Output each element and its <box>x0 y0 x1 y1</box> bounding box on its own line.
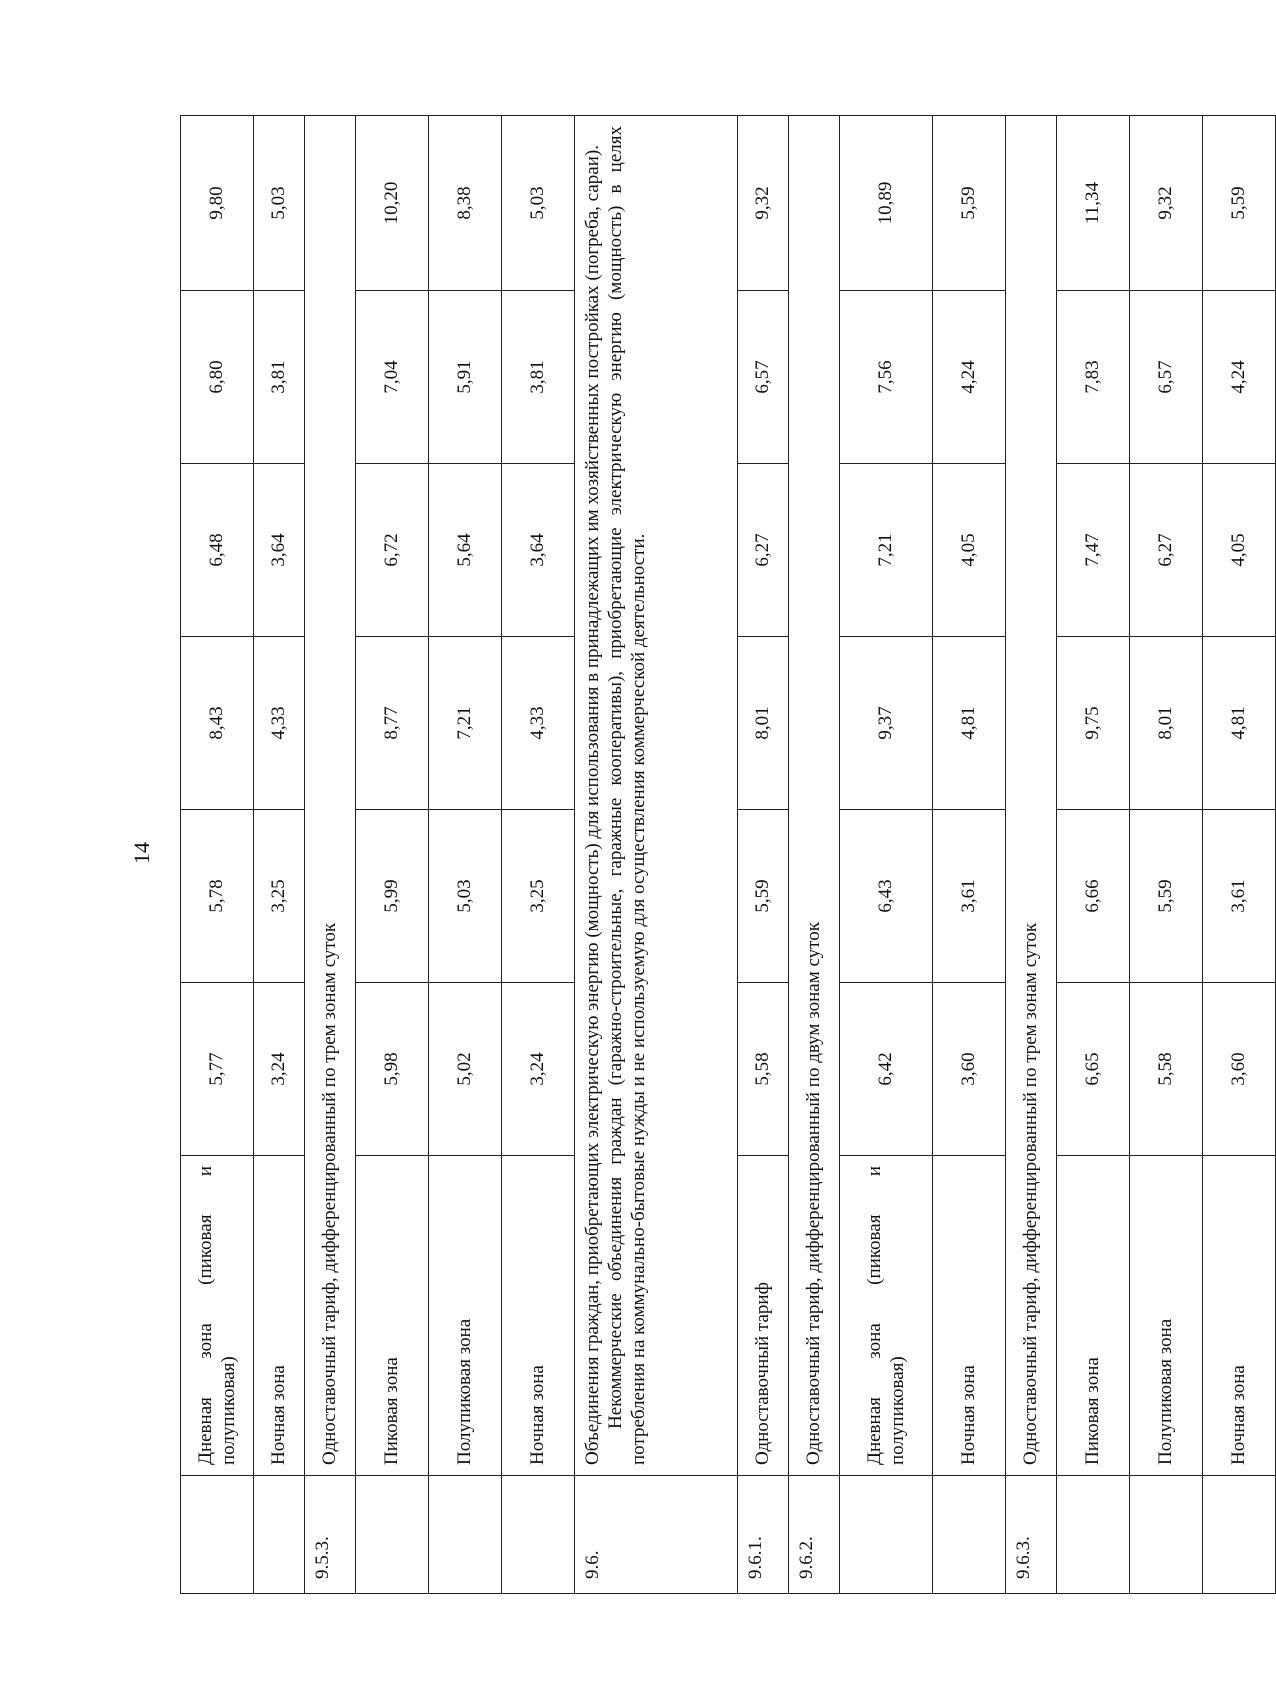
row-number <box>429 1476 502 1594</box>
tariff-value: 3,25 <box>502 810 575 983</box>
tariff-value: 4,33 <box>254 637 305 810</box>
row-name: Пиковая зона <box>1057 1156 1130 1476</box>
table-row <box>1130 116 1203 1594</box>
tariff-value: 8,38 <box>429 116 502 291</box>
tariff-value: 9,32 <box>1130 116 1203 291</box>
row-number <box>502 1476 575 1594</box>
tariff-value: 7,04 <box>356 291 429 464</box>
subsection-title: Одноставочный тариф, дифференцированный по трем зонам суток <box>305 116 356 1476</box>
tariff-value: 5,03 <box>502 116 575 291</box>
table-row <box>1006 116 1057 1594</box>
row-name: Ночная зона <box>502 1156 575 1476</box>
table-row <box>789 116 840 1594</box>
tariff-value: 4,81 <box>933 637 1006 810</box>
tariff-value: 5,78 <box>181 810 254 983</box>
tariff-value: 3,61 <box>933 810 1006 983</box>
row-name: Пиковая зона <box>356 1156 429 1476</box>
tariff-value: 5,91 <box>429 291 502 464</box>
page-number: 14 <box>129 842 154 864</box>
tariff-table <box>180 115 1276 1594</box>
row-number <box>254 1476 305 1594</box>
tariff-value: 5,02 <box>429 983 502 1156</box>
tariff-value: 10,89 <box>840 116 933 291</box>
row-number <box>933 1476 1006 1594</box>
row-name: Ночная зона <box>254 1156 305 1476</box>
tariff-value: 5,59 <box>738 810 789 983</box>
row-number: 9.6. <box>575 1476 738 1594</box>
tariff-value: 4,24 <box>933 291 1006 464</box>
tariff-value: 3,24 <box>254 983 305 1156</box>
tariff-value: 7,47 <box>1057 464 1130 637</box>
table-row <box>181 116 254 1594</box>
tariff-value: 5,59 <box>933 116 1006 291</box>
row-number <box>1203 1476 1276 1594</box>
tariff-value: 6,43 <box>840 810 933 983</box>
table-row <box>575 116 738 1594</box>
table-row <box>429 116 502 1594</box>
tariff-value: 4,05 <box>933 464 1006 637</box>
tariff-value: 4,33 <box>502 637 575 810</box>
table-row <box>502 116 575 1594</box>
tariff-value: 7,83 <box>1057 291 1130 464</box>
tariff-value: 5,58 <box>738 983 789 1156</box>
rotated-table-wrapper <box>180 116 1250 1594</box>
tariff-value: 3,81 <box>254 291 305 464</box>
tariff-value: 7,21 <box>840 464 933 637</box>
tariff-table-body <box>181 116 1276 1594</box>
tariff-value: 5,59 <box>1130 810 1203 983</box>
row-number <box>840 1476 933 1594</box>
tariff-value: 6,65 <box>1057 983 1130 1156</box>
tariff-value: 5,77 <box>181 983 254 1156</box>
tariff-value: 8,01 <box>738 637 789 810</box>
row-number: 9.6.1. <box>738 1476 789 1594</box>
tariff-value: 4,81 <box>1203 637 1276 810</box>
tariff-value: 5,03 <box>254 116 305 291</box>
tariff-value: 8,77 <box>356 637 429 810</box>
row-number <box>1130 1476 1203 1594</box>
row-number: 9.6.2. <box>789 1476 840 1594</box>
tariff-value: 7,56 <box>840 291 933 464</box>
tariff-value: 3,64 <box>502 464 575 637</box>
row-name: Дневная зона (пиковая и полупиковая) <box>181 1156 254 1476</box>
tariff-value: 5,59 <box>1203 116 1276 291</box>
tariff-value: 6,27 <box>1130 464 1203 637</box>
tariff-value: 9,75 <box>1057 637 1130 810</box>
tariff-value: 5,58 <box>1130 983 1203 1156</box>
tariff-value: 8,43 <box>181 637 254 810</box>
row-number: 9.5.3. <box>305 1476 356 1594</box>
tariff-value: 4,24 <box>1203 291 1276 464</box>
table-row <box>933 116 1006 1594</box>
section-paragraph: Объединения граждан, приобретающих электрическую энергию (мощность) для использования в принадлежащих им хозяйственных постройках (погреба, сараи). <box>582 145 603 1465</box>
row-number <box>1057 1476 1130 1594</box>
tariff-value: 6,48 <box>181 464 254 637</box>
tariff-value: 4,05 <box>1203 464 1276 637</box>
table-row <box>1057 116 1130 1594</box>
row-name: Ночная зона <box>1203 1156 1276 1476</box>
tariff-value: 3,25 <box>254 810 305 983</box>
subsection-title: Одноставочный тариф, дифференцированный по двум зонам суток <box>789 116 840 1476</box>
subsection-title: Одноставочный тариф, дифференцированный по трем зонам суток <box>1006 116 1057 1476</box>
row-name: Ночная зона <box>933 1156 1006 1476</box>
section-paragraph: Некоммерческие объединения граждан (гаражно-строительные, гаражные кооперативы), приобретающие электрическую энергию (мощность) в целях потребления на коммунально-бытовые нужды и не используемую для осуществления коммерческой деятельности. <box>605 126 650 1465</box>
tariff-value: 5,03 <box>429 810 502 983</box>
tariff-value: 5,98 <box>356 983 429 1156</box>
row-number <box>356 1476 429 1594</box>
tariff-value: 9,80 <box>181 116 254 291</box>
table-row <box>840 116 933 1594</box>
tariff-value: 6,57 <box>738 291 789 464</box>
row-name: Одноставочный тариф <box>738 1156 789 1476</box>
table-row <box>1203 116 1276 1594</box>
tariff-value: 10,20 <box>356 116 429 291</box>
table-row <box>738 116 789 1594</box>
tariff-value: 3,60 <box>933 983 1006 1156</box>
tariff-value: 6,57 <box>1130 291 1203 464</box>
row-number: 9.6.3. <box>1006 1476 1057 1594</box>
tariff-value: 6,72 <box>356 464 429 637</box>
tariff-value: 9,37 <box>840 637 933 810</box>
tariff-value: 6,66 <box>1057 810 1130 983</box>
tariff-value: 11,34 <box>1057 116 1130 291</box>
tariff-value: 6,80 <box>181 291 254 464</box>
table-row <box>356 116 429 1594</box>
tariff-value: 7,21 <box>429 637 502 810</box>
row-name: Полупиковая зона <box>1130 1156 1203 1476</box>
tariff-value: 8,01 <box>1130 637 1203 810</box>
section-description <box>575 116 738 1476</box>
row-name: Дневная зона (пиковая и полупиковая) <box>840 1156 933 1476</box>
tariff-value: 3,81 <box>502 291 575 464</box>
tariff-value: 5,99 <box>356 810 429 983</box>
tariff-value: 5,64 <box>429 464 502 637</box>
tariff-value: 3,24 <box>502 983 575 1156</box>
tariff-value: 3,61 <box>1203 810 1276 983</box>
row-number <box>181 1476 254 1594</box>
tariff-value: 9,32 <box>738 116 789 291</box>
tariff-value: 3,60 <box>1203 983 1276 1156</box>
row-name: Полупиковая зона <box>429 1156 502 1476</box>
tariff-value: 6,42 <box>840 983 933 1156</box>
table-row <box>305 116 356 1594</box>
tariff-value: 3,64 <box>254 464 305 637</box>
tariff-value: 6,27 <box>738 464 789 637</box>
table-row <box>254 116 305 1594</box>
